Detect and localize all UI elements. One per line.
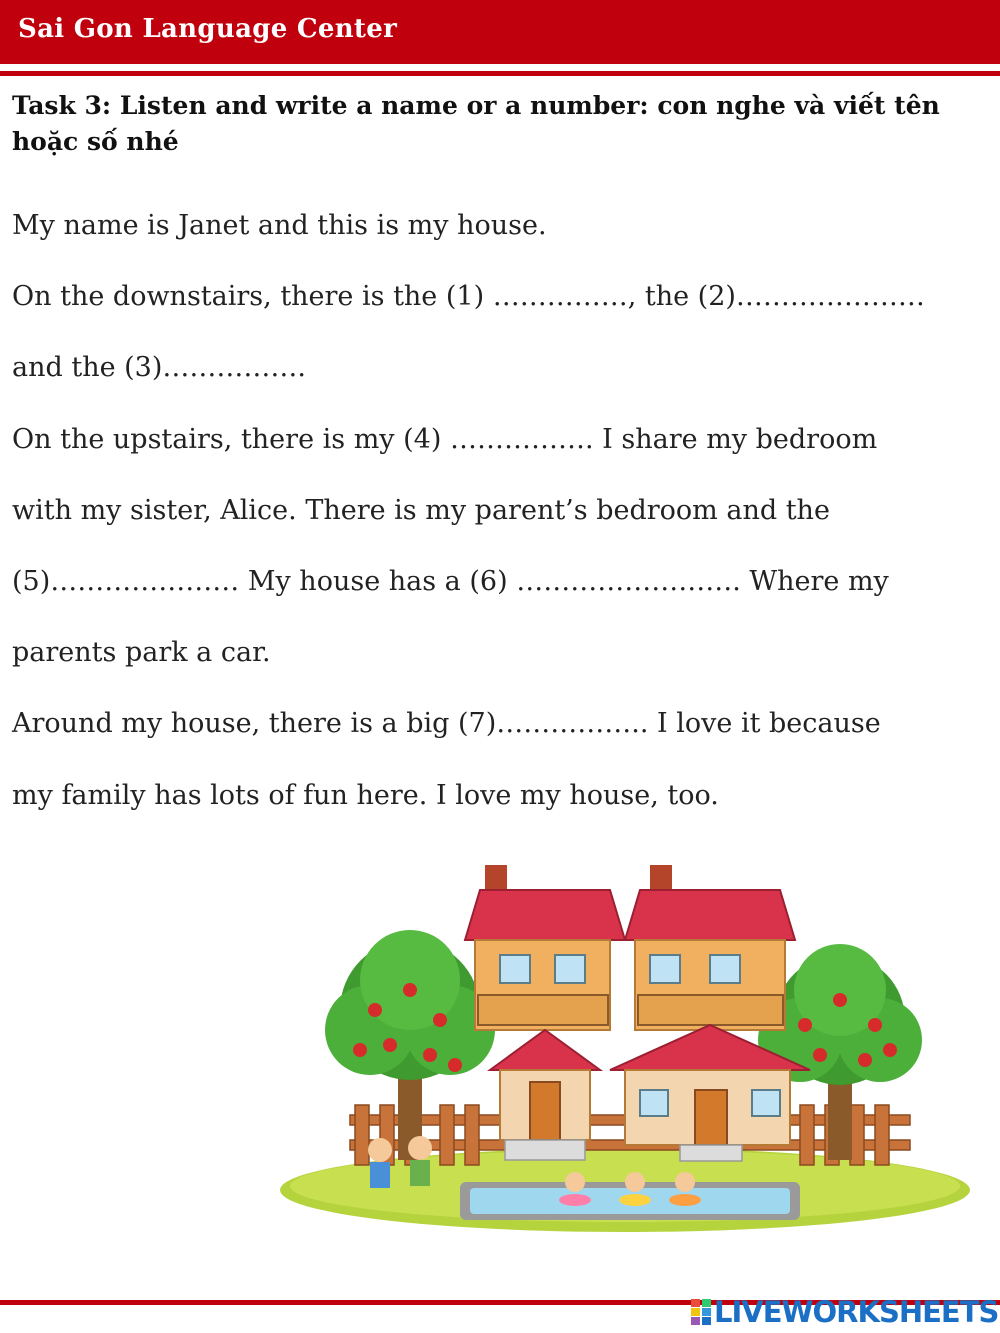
passage-line-1: My name is Janet and this is my house.	[12, 210, 547, 241]
passage-line-4: On the upstairs, there is my (4) ……………. I share my bedroom	[12, 424, 878, 455]
logo-text: LIVEWORKSHEETS	[714, 1295, 999, 1329]
passage-line-9: my family has lots of fun here. I love my house, too.	[12, 780, 719, 811]
logo-cubes-icon	[690, 1298, 712, 1326]
right-house	[610, 865, 810, 1161]
passage-line-7: parents park a car.	[12, 637, 271, 668]
passage-line-8: Around my house, there is a big (7)…………….. I love it because	[12, 708, 881, 739]
passage-line-5: with my sister, Alice. There is my parent’s bedroom and the	[12, 495, 830, 526]
header-bar	[0, 0, 1000, 64]
passage-line-2: On the downstairs, there is the (1) ……………, the (2)…………………	[12, 281, 925, 312]
house-illustration	[280, 860, 980, 1240]
task-title: Task 3: Listen and write a name or a number: con nghe và viết tên hoặc số nhé	[12, 91, 940, 156]
header-divider	[0, 71, 1000, 76]
header-title: Sai Gon Language Center	[18, 14, 398, 44]
passage-line-6: (5)………………… My house has a (6) ……………………. Where my	[12, 566, 889, 597]
passage-line-3: and the (3)…………….	[12, 352, 306, 383]
